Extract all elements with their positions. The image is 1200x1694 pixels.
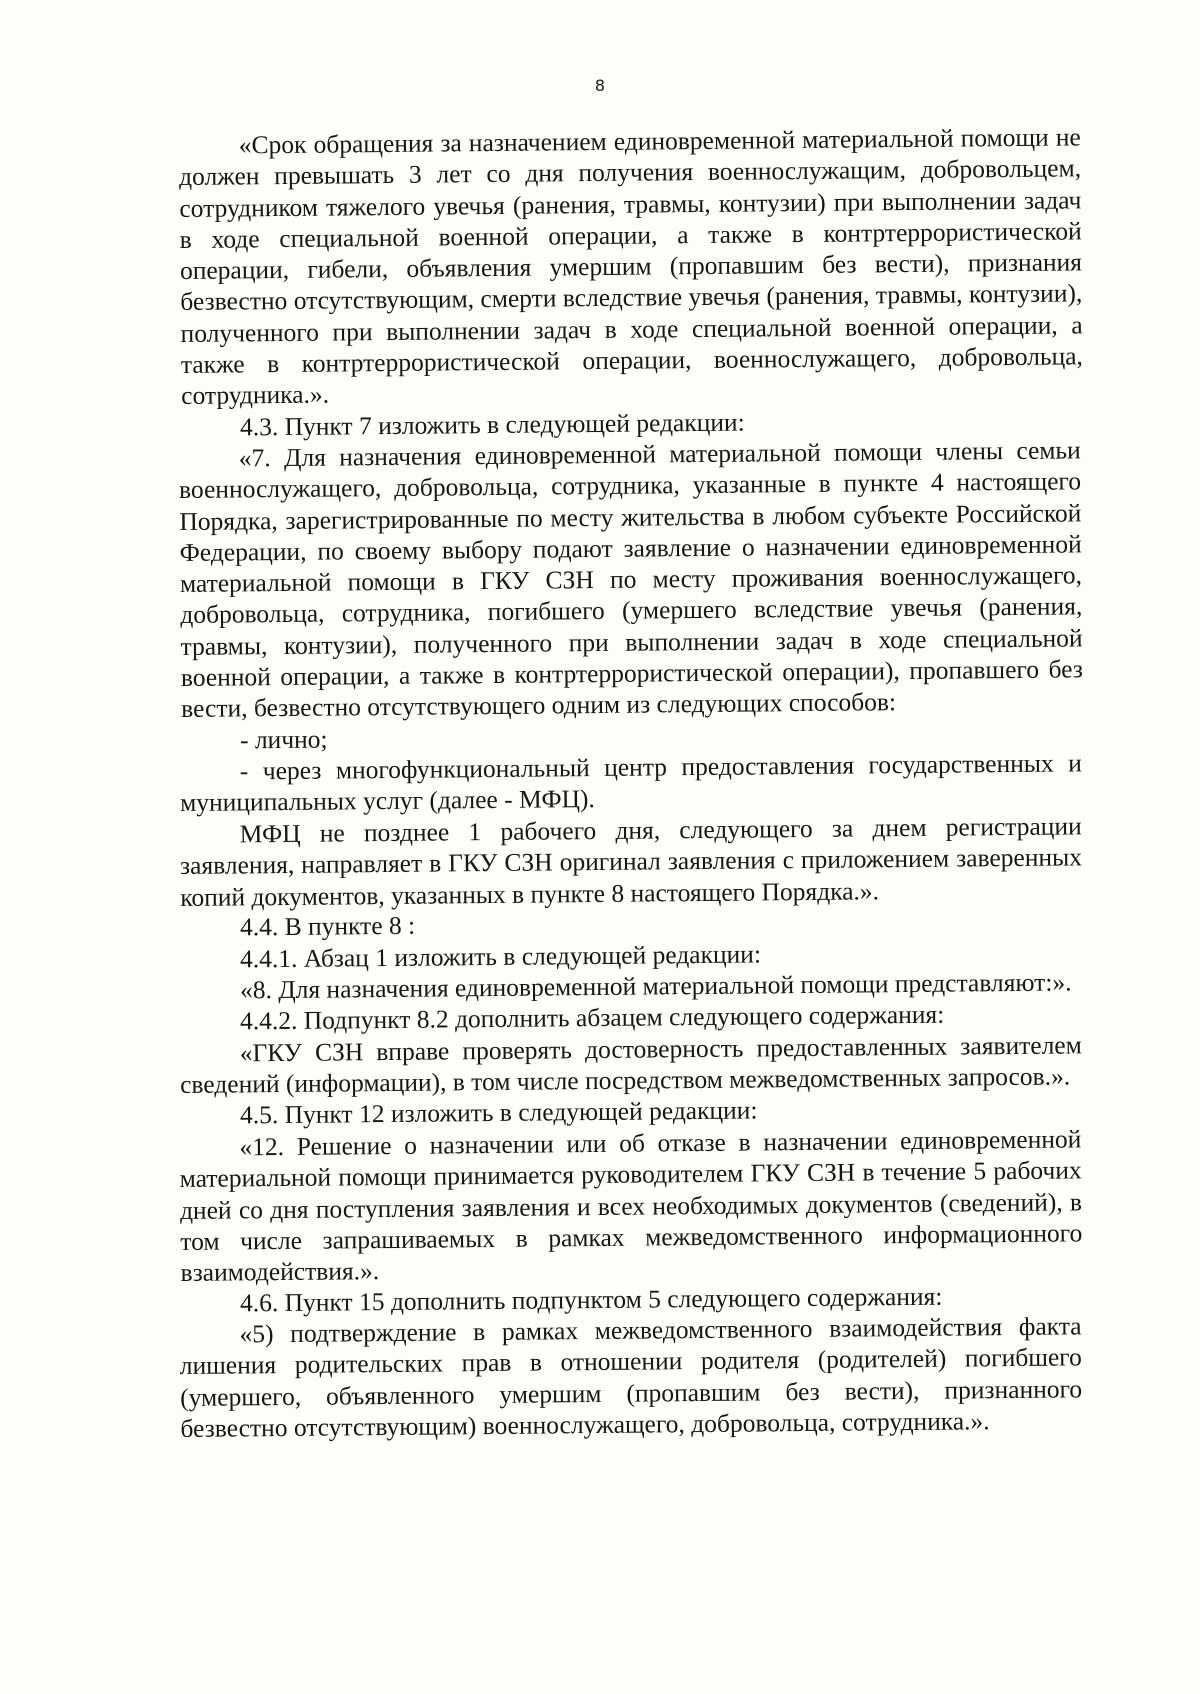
paragraph-14: 4.6. Пункт 15 дополнить подпунктом 5 следующего содержания: bbox=[239, 1281, 943, 1318]
paragraph-15: «5) подтверждение в рамках межведомственного взаимодействия факта лишения родительских прав в отношении родителя (родителей) погибшего (умершего, объявленного умершим (пропавшим без вести), признанного безвестно отсутствующим) военнослужащего, добровольца, сотрудника.». bbox=[179, 1311, 1083, 1444]
paragraph-2: 4.3. Пункт 7 изложить в следующей редакции: bbox=[239, 407, 745, 442]
paragraph-5: - через многофункциональный центр предоставления государственных и муниципальных услуг (далее - МФЦ). bbox=[180, 748, 1082, 818]
document-body bbox=[178, 122, 1083, 1444]
paragraph-3: «7. Для назначения единовременной материальной помощи члены семьи военнослужащего, добровольца, сотрудника, указанные в пункте 4 настоящего Порядка, зарегистрированные по месту жительства в любом субъекте Российской Федерации, по своему выбору подают заявление о назначении единовременной материальной помощи в ГКУ СЗН по месту проживания военнослужащего, добровольца, сотрудника, погибшего (умершего вследствие увечья (ранения, травмы, контузии), полученного при выполнении задач в ходе специальной военной операции, а также в контртеррористической операции), пропавшего без вести, безвестно отсутствующего одним из следующих способов: bbox=[178, 435, 1083, 724]
paragraph-13: «12. Решение о назначении или об отказе в назначении единовременной материальной помощи принимается руководителем ГКУ СЗН в течение 5 рабочих дней со дня поступления заявления и всех необходимых документов (сведений), в том числе запрашиваемых в рамках межведомственного информационного взаимодействия.». bbox=[179, 1123, 1083, 1287]
paragraph-9: «8. Для назначения единовременной материальной помощи представляют:». bbox=[239, 967, 1072, 1005]
paragraph-10: 4.4.2. Подпункт 8.2 дополнить абзацем следующего содержания: bbox=[239, 999, 945, 1036]
paragraph-1: «Срок обращения за назначением единовременной материальной помощи не должен превышать 3 лет со дня получения военнослужащим, добровольцем, сотрудником тяжелого увечья (ранения, травмы, контузии) при выполнении задач в ходе специальной военной операции, а также в контртеррористической операции, гибели, объявления умершим (пропавшим без вести), признания безвестно отсутствующим, смерти вследствие увечья (ранения, травмы, контузии), полученного при выполнении задач в ходе специальной военной операции, а также в контртеррористической операции, военнослужащего, добровольца, сотрудника.». bbox=[178, 122, 1083, 411]
paragraph-6: МФЦ не позднее 1 рабочего дня, следующего за днем регистрации заявления, направляет в ГКУ СЗН оригинал заявления с приложением заверенных копий документов, указанных в пункте 8 настоящего Порядка.». bbox=[179, 810, 1083, 912]
paragraph-7: 4.4. В пункте 8 : bbox=[239, 911, 416, 942]
page-number: 8 bbox=[594, 76, 606, 95]
paragraph-4: - лично; bbox=[239, 724, 328, 755]
paragraph-12: 4.5. Пункт 12 изложить в следующей редакции: bbox=[239, 1095, 758, 1130]
paragraph-11: «ГКУ СЗН вправе проверять достоверность предоставленных заявителем сведений (информации), в том числе посредством межведомственных запросов.». bbox=[180, 1029, 1082, 1099]
paragraph-8: 4.4.1. Абзац 1 изложить в следующей редакции: bbox=[239, 939, 762, 974]
